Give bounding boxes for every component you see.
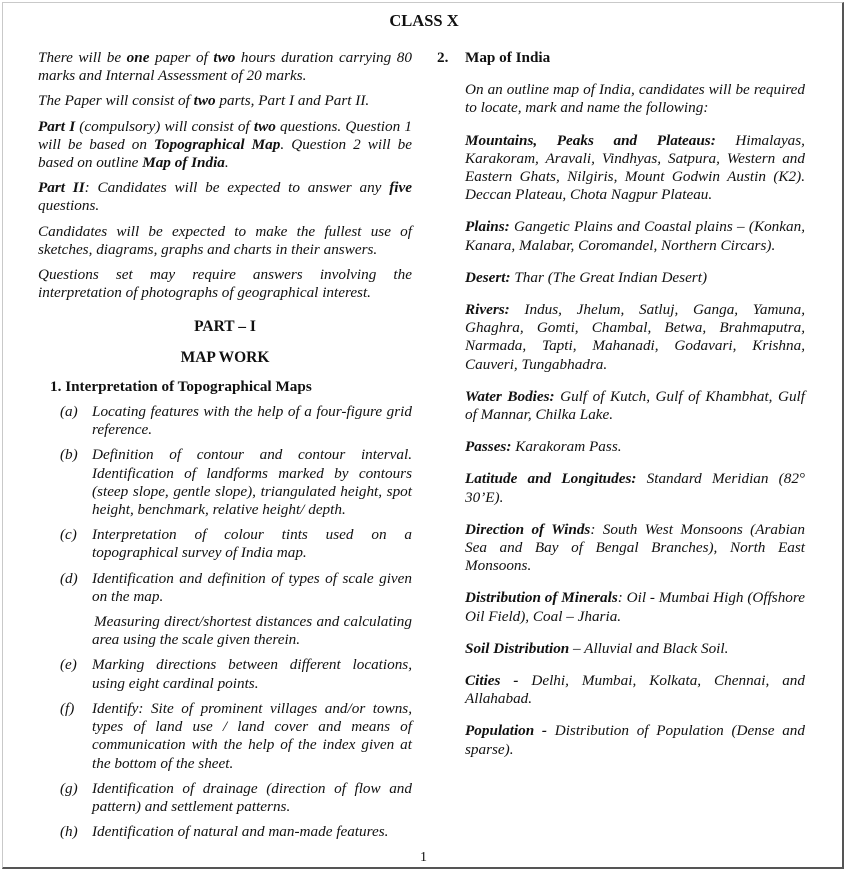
item-label: (h) <box>60 823 78 841</box>
item-text: Measuring direct/shortest distances and calculating area using the scale given therein. <box>92 613 412 649</box>
list-item <box>38 656 412 692</box>
intro-paragraph-5: Candidates will be expected to make the fullest use of sketches, diagrams, graphs and charts in their answers. <box>38 222 412 258</box>
item-label: (a) <box>60 403 78 421</box>
map-entry: Water Bodies: Gulf of Kutch, Gulf of Khambhat, Gulf of Mannar, Chilka Lake. <box>465 387 805 424</box>
map-entry: Plains: Gangetic Plains and Coastal plains – (Konkan, Kanara, Malabar, Coromandel, Northern Circars). <box>465 218 805 254</box>
item-text: Marking directions between different locations, using eight cardinal points. <box>92 656 412 692</box>
right-column <box>437 49 805 773</box>
item-text: Interpretation of colour tints used on a topographical survey of India map. <box>92 526 412 562</box>
list-item <box>38 700 412 773</box>
map-entry: Direction of Winds: South West Monsoons (Arabian Sea and Bay of Bengal Branches), North East Monsoons. <box>465 520 805 575</box>
map-entry: Passes: Karakoram Pass. <box>465 438 622 456</box>
item-label: (e) <box>60 656 77 674</box>
list-item-continuation <box>38 613 412 649</box>
item-text: Identification of natural and man-made features. <box>92 823 389 841</box>
list-item <box>38 570 412 606</box>
list-item <box>38 780 412 816</box>
intro-paragraph-3: Part I (compulsory) will consist of two questions. Question 1 will be based on Topographical Map. Question 2 will be based on outline Map of India. <box>38 117 412 172</box>
item-label: (b) <box>60 446 78 464</box>
map-entry: Mountains, Peaks and Plateaus: Himalayas, Karakoram, Aravali, Vindhyas, Satpura, Western and Eastern Ghats, Nilgiris, Mount Godwin Austin (K2). Deccan Plateau, Chota Nagpur Plateau. <box>465 131 805 204</box>
map-entry: Distribution of Minerals: Oil - Mumbai High (Offshore Oil Field), Coal – Jharia. <box>465 589 805 625</box>
map-entry: Latitude and Longitudes: Standard Meridian (82° 30’E). <box>465 470 805 506</box>
section-2-heading: 2. Map of India <box>437 49 551 66</box>
list-item <box>38 823 412 841</box>
section-2-intro: On an outline map of India, candidates will be required to locate, mark and name the following: <box>465 81 805 117</box>
item-text: Identify: Site of prominent villages and/or towns, types of land use / land cover and means of communication with the help of the index given at the bottom of the sheet. <box>92 699 412 772</box>
list-item <box>38 526 412 562</box>
intro-paragraph-2: The Paper will consist of two parts, Part I and Part II. <box>38 92 370 110</box>
item-text: Locating features with the help of a four-figure grid reference. <box>92 403 412 439</box>
left-column <box>38 49 412 848</box>
item-label: (d) <box>60 569 78 587</box>
map-entry: Cities - Delhi, Mumbai, Kolkata, Chennai, and Allahabad. <box>465 672 805 708</box>
list-item <box>38 403 412 439</box>
section-1-heading: 1. Interpretation of Topographical Maps <box>50 377 312 395</box>
item-text: Identification and definition of types of scale given on the map. <box>92 569 412 605</box>
intro-paragraph-1: There will be one paper of two hours duration carrying 80 marks and Internal Assessment of 20 marks. <box>38 49 412 85</box>
item-text: Identification of drainage (direction of flow and pattern) and settlement patterns. <box>92 779 412 815</box>
item-label: (g) <box>60 779 78 797</box>
map-entry: Soil Distribution – Alluvial and Black Soil. <box>465 639 729 657</box>
item-label: (f) <box>60 699 75 717</box>
part-heading: PART – I <box>194 318 256 336</box>
item-text: Definition of contour and contour interval. Identification of landforms marked by contours (steep slope, gentle slope), triangulated height, spot height, benchmark, relative height/ depth. <box>92 446 412 519</box>
map-work-heading: MAP WORK <box>180 348 270 366</box>
map-entry: Desert: Thar (The Great Indian Desert) <box>465 268 707 286</box>
intro-paragraph-4: Part II: Candidates will be expected to answer any five questions. <box>38 179 412 215</box>
item-label: (c) <box>60 526 77 544</box>
map-entry: Rivers: Indus, Jhelum, Satluj, Ganga, Yamuna, Ghaghra, Gomti, Chambal, Betwa, Brahmaputra, Narmada, Tapti, Mahanadi, Godavari, Krishna, Cauveri, Tungabhadra. <box>465 301 805 373</box>
map-entry: Population - Distribution of Population (Dense and sparse). <box>465 722 805 758</box>
page-number: 1 <box>420 850 427 865</box>
page-title: CLASS X <box>389 11 459 30</box>
intro-paragraph-6: Questions set may require answers involving the interpretation of photographs of geographical interest. <box>38 266 412 302</box>
list-item <box>38 446 412 519</box>
